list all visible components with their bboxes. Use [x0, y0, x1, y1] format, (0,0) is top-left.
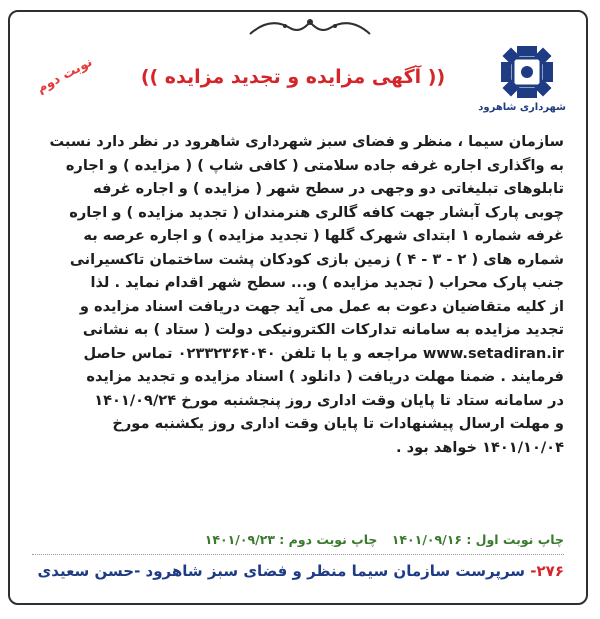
shahroud-emblem-icon [499, 44, 555, 100]
page-title: (( آگهی مزایده و تجدید مزایده )) [140, 66, 446, 88]
notice-header [24, 42, 572, 122]
body-line: جنب پارک محراب ( تجدید مزایده ) و... سطح شهر اقدام نماید . لذا [90, 274, 564, 291]
body-line: در سامانه ستاد تا پایان وقت اداری روز پنجشنبه مورخ ۱۴۰۱/۰۹/۲۴ [94, 391, 564, 409]
notice-frame [8, 10, 588, 605]
notice-body [32, 130, 564, 459]
signature-text: سرپرست سازمان سیما منظر و فضای سبز شاهرود -حسن سعیدی [37, 562, 526, 580]
body-line-website [32, 342, 564, 366]
signature-line [32, 562, 564, 580]
body-line: غرفه شماره ۱ ابتدای شهرک گلها ( تجدید مزایده ) و اجاره عرصه به [83, 227, 564, 244]
second-notice-stamp: نوبت دوم [34, 54, 95, 97]
logo-caption: شهرداری شاهرود [478, 102, 566, 113]
body-line: سازمان سیما ، منظر و فضای سبز شهرداری شاهرود در نظر دارد نسبت [49, 133, 564, 150]
print-dates [32, 532, 564, 547]
contact-phone-text: مراجعه و یا با تلفن ۰۲۳۳۲۳۶۴۰۴۰ تماس حاصل [83, 344, 418, 362]
body-line: به واگذاری اجاره غرفه جاده سلامتی ( کافی شاپ ) ( مزایده ) و اجاره [65, 156, 564, 174]
second-print-date: چاپ نوبت دوم : ۱۴۰۱/۰۹/۲۳ [204, 532, 378, 547]
frame-ornament [245, 14, 375, 40]
body-line: فرمایند . ضمنا مهلت دریافت ( دانلود ) اسناد مزایده و تجدید مزایده [86, 368, 564, 385]
body-line: چوبی پارک آبشار جهت کافه گالری هنرمندان ( تجدید مزایده ) و اجاره [69, 203, 564, 221]
body-line: و مهلت ارسال پیشنهادات تا پایان وقت اداری روز یکشنبه مورخ [112, 415, 564, 432]
website-link[interactable]: www.setadiran.ir [422, 344, 564, 362]
first-print-date: چاپ نوبت اول : ۱۴۰۱/۰۹/۱۶ [391, 532, 564, 547]
body-line: تجدید مزایده به سامانه تدارکات الکترونیکی دولت ( ستاد ) به نشانی [82, 321, 564, 338]
divider [32, 554, 564, 555]
municipality-logo [478, 44, 566, 122]
body-line: تابلوهای تبلیغاتی دو وجهی در سطح شهر ( مزایده ) و اجاره غرفه [93, 180, 564, 197]
notice-number: ۲۷۶- [530, 562, 564, 580]
body-line: از کلیه متقاضیان دعوت به عمل می آید جهت دریافت اسناد مزایده و [79, 297, 564, 315]
body-line: ۱۴۰۱/۱۰/۰۴ خواهد بود . [395, 438, 564, 456]
body-line: شماره های ( ۲ - ۳ - ۴ ) زمین بازی کودکان پشت ساختمان تاکسیرانی [69, 250, 564, 268]
